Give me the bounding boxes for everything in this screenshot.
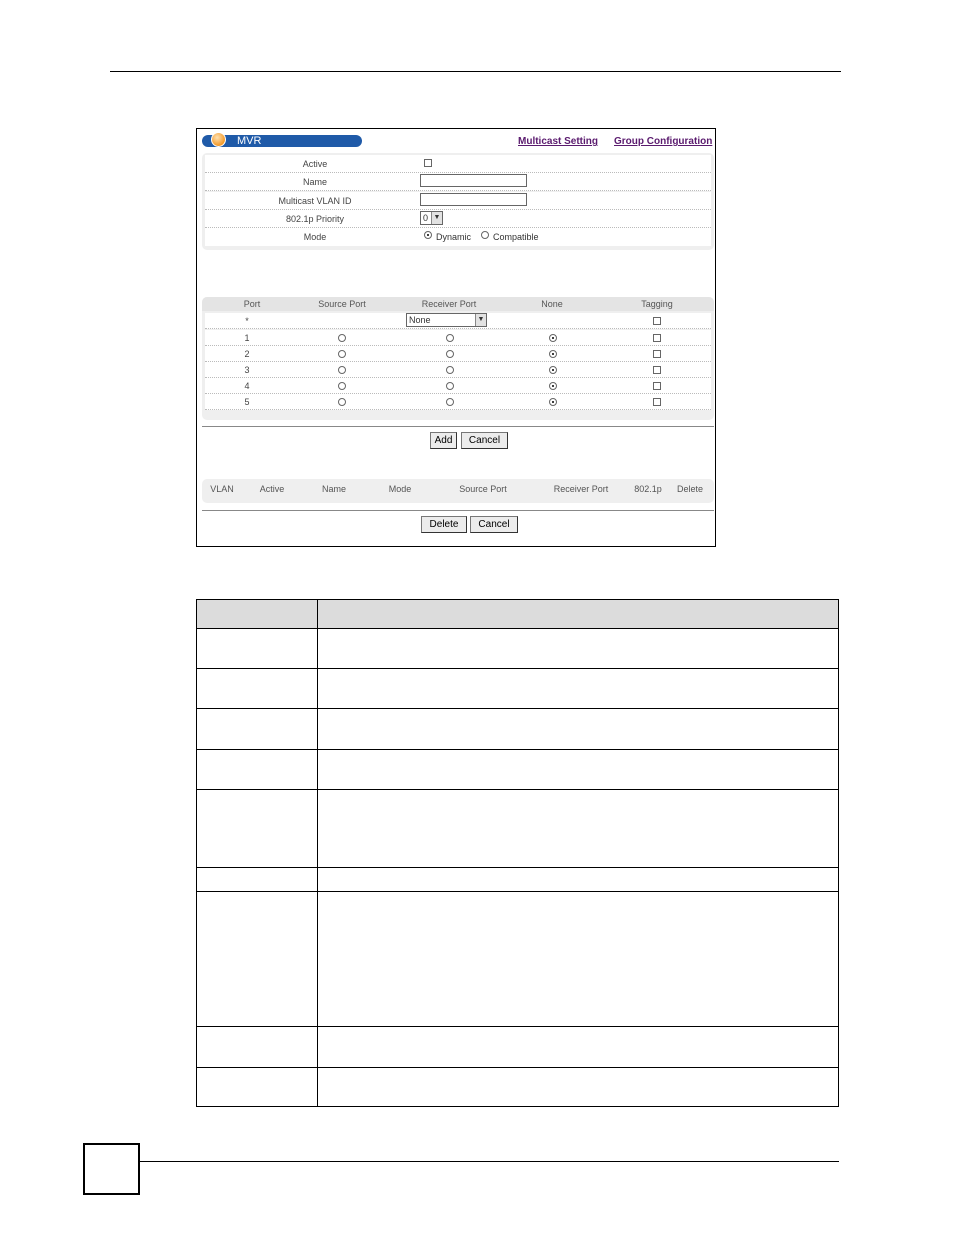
summary-cancel-button[interactable]: Cancel bbox=[470, 516, 518, 533]
table-header-row bbox=[197, 600, 838, 629]
all-ports-select[interactable] bbox=[406, 313, 487, 327]
all-ports-value: None bbox=[409, 315, 431, 325]
col-source-port: Source Port bbox=[318, 299, 366, 309]
source-port-radio[interactable] bbox=[338, 334, 346, 342]
title-bar bbox=[202, 135, 362, 147]
none-radio[interactable] bbox=[549, 366, 557, 374]
receiver-port-radio[interactable] bbox=[446, 350, 454, 358]
col-name: Name bbox=[321, 484, 346, 494]
active-row bbox=[205, 155, 711, 173]
tagging-checkbox[interactable] bbox=[653, 366, 661, 374]
port-number: 1 bbox=[244, 333, 250, 343]
receiver-port-radio[interactable] bbox=[446, 334, 454, 342]
divider bbox=[202, 426, 714, 427]
row-divider bbox=[197, 668, 838, 669]
table-row bbox=[205, 330, 711, 346]
mode-row bbox=[205, 228, 711, 246]
tagging-checkbox[interactable] bbox=[653, 398, 661, 406]
tagging-checkbox[interactable] bbox=[653, 334, 661, 342]
receiver-port-radio[interactable] bbox=[446, 398, 454, 406]
tagging-checkbox[interactable] bbox=[653, 350, 661, 358]
divider bbox=[202, 510, 714, 511]
name-row bbox=[205, 173, 711, 191]
receiver-port-radio[interactable] bbox=[446, 382, 454, 390]
table-row bbox=[205, 362, 711, 378]
tagging-checkbox[interactable] bbox=[653, 382, 661, 390]
none-radio[interactable] bbox=[549, 382, 557, 390]
header-rule bbox=[110, 71, 841, 72]
col-mode: Mode bbox=[388, 484, 412, 494]
port-number: 3 bbox=[244, 365, 250, 375]
field-description-table bbox=[196, 599, 839, 1107]
col-port: Port bbox=[243, 299, 261, 309]
multicast-setting-link[interactable]: Multicast Setting bbox=[518, 136, 599, 147]
status-orb-icon bbox=[211, 132, 226, 147]
vlan-id-input[interactable] bbox=[420, 193, 527, 206]
name-input[interactable] bbox=[420, 174, 527, 187]
col-receiver-port: Receiver Port bbox=[421, 299, 477, 309]
source-port-radio[interactable] bbox=[338, 382, 346, 390]
row-divider bbox=[197, 1067, 838, 1068]
group-configuration-link[interactable]: Group Configuration bbox=[614, 136, 713, 147]
priority-value: 0 bbox=[423, 213, 429, 223]
dropdown-arrow-icon: ▼ bbox=[475, 314, 486, 326]
footer-rule bbox=[140, 1161, 839, 1162]
row-divider bbox=[197, 789, 838, 790]
priority-label: 802.1p Priority bbox=[285, 214, 345, 224]
mode-compatible-radio[interactable] bbox=[481, 231, 489, 239]
port-number: 5 bbox=[244, 397, 250, 407]
active-label: Active bbox=[302, 159, 328, 169]
none-radio[interactable] bbox=[549, 350, 557, 358]
vlan-label: Multicast VLAN ID bbox=[278, 196, 352, 206]
table-row bbox=[205, 346, 711, 362]
row-divider bbox=[197, 749, 838, 750]
mvr-screen bbox=[196, 128, 716, 547]
mode-compatible-label: Compatible bbox=[493, 232, 539, 242]
priority-row bbox=[205, 210, 711, 228]
table-row bbox=[205, 394, 711, 410]
mode-dynamic-radio[interactable] bbox=[424, 231, 432, 239]
col-none: None bbox=[541, 299, 563, 309]
priority-select[interactable] bbox=[420, 211, 443, 225]
name-label: Name bbox=[302, 177, 327, 187]
row-divider bbox=[197, 708, 838, 709]
port-table-header bbox=[202, 297, 714, 311]
mode-label: Mode bbox=[303, 232, 327, 242]
none-radio[interactable] bbox=[549, 334, 557, 342]
col-priority: 802.1p bbox=[634, 484, 662, 494]
cancel-button[interactable]: Cancel bbox=[461, 432, 508, 449]
source-port-radio[interactable] bbox=[338, 398, 346, 406]
row-divider bbox=[197, 867, 838, 868]
row-divider bbox=[197, 1026, 838, 1027]
port-number: 2 bbox=[244, 349, 250, 359]
source-port-radio[interactable] bbox=[338, 366, 346, 374]
summary-panel bbox=[202, 479, 714, 503]
none-radio[interactable] bbox=[549, 398, 557, 406]
col-delete: Delete bbox=[676, 484, 703, 494]
receiver-port-radio[interactable] bbox=[446, 366, 454, 374]
column-divider bbox=[317, 600, 318, 1106]
vlan-row bbox=[205, 192, 711, 210]
delete-button[interactable]: Delete bbox=[421, 516, 467, 533]
col-summary-source-port: Source Port bbox=[459, 484, 507, 494]
col-summary-receiver-port: Receiver Port bbox=[553, 484, 609, 494]
table-row bbox=[205, 313, 711, 329]
tagging-all-checkbox[interactable] bbox=[653, 317, 661, 325]
col-tagging: Tagging bbox=[641, 299, 673, 309]
mode-dynamic-label: Dynamic bbox=[436, 232, 472, 242]
window-title: MVR bbox=[237, 135, 262, 147]
col-active: Active bbox=[259, 484, 285, 494]
row-divider bbox=[197, 891, 838, 892]
page-number-box bbox=[83, 1143, 140, 1195]
port-number: 4 bbox=[244, 381, 250, 391]
port-all: * bbox=[245, 316, 249, 326]
active-checkbox[interactable] bbox=[424, 159, 432, 167]
source-port-radio[interactable] bbox=[338, 350, 346, 358]
add-button[interactable]: Add bbox=[430, 432, 457, 449]
col-vlan: VLAN bbox=[210, 484, 234, 494]
dropdown-arrow-icon: ▼ bbox=[431, 212, 442, 224]
table-row bbox=[205, 378, 711, 394]
